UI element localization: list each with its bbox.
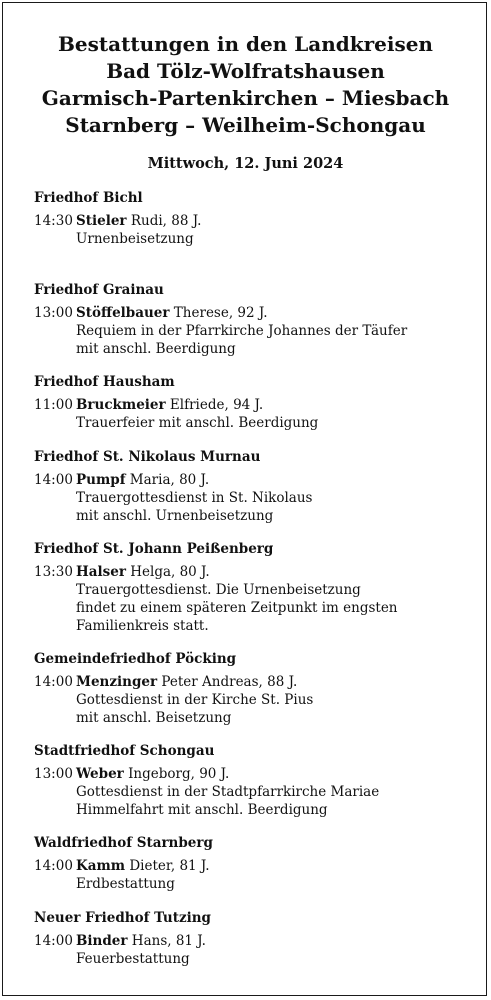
ceremony-note: Trauergottesdienst in St. Nikolaus bbox=[76, 490, 313, 506]
cemetery-section bbox=[34, 539, 474, 649]
burial-list bbox=[34, 188, 474, 983]
title-line: Bestattungen in den Landkreisen bbox=[58, 32, 433, 56]
ceremony-note: Requiem in der Pfarrkirche Johannes der Täufer bbox=[76, 323, 408, 339]
cemetery-name: Neuer Friedhof Tutzing bbox=[34, 910, 211, 926]
burial-entry bbox=[34, 471, 474, 525]
deceased-firstname-age: Rudi, 88 J. bbox=[130, 213, 202, 229]
burial-entry bbox=[34, 304, 474, 358]
ceremony-note: Urnenbeisetzung bbox=[76, 231, 194, 247]
burial-time: 13:30 bbox=[34, 564, 73, 580]
burial-details bbox=[76, 765, 474, 819]
burial-entry bbox=[34, 857, 474, 893]
ceremony-note: Gottesdienst in der Kirche St. Pius bbox=[76, 692, 314, 708]
deceased-firstname-age: Elfriede, 94 J. bbox=[169, 397, 264, 413]
burial-time: 14:00 bbox=[34, 858, 73, 874]
deceased-surname: Halser bbox=[76, 564, 126, 580]
ceremony-note: Feuerbestattung bbox=[76, 951, 190, 967]
burial-entry bbox=[34, 932, 474, 968]
deceased-firstname-age: Hans, 81 J. bbox=[131, 933, 206, 949]
burial-entry bbox=[34, 212, 474, 248]
cemetery-section bbox=[34, 447, 474, 539]
cemetery-section bbox=[34, 372, 474, 447]
deceased-firstname-age: Therese, 92 J. bbox=[173, 305, 268, 321]
burial-details bbox=[76, 673, 474, 727]
ceremony-note: Trauerfeier mit anschl. Beerdigung bbox=[76, 415, 319, 431]
cemetery-section bbox=[34, 280, 474, 372]
ceremony-note: Trauergottesdienst. Die Urnenbeisetzung bbox=[76, 582, 361, 598]
deceased-name bbox=[76, 212, 474, 230]
page-title bbox=[0, 31, 491, 139]
deceased-name bbox=[76, 932, 474, 950]
deceased-name bbox=[76, 673, 474, 691]
cemetery-name: Gemeindefriedhof Pöcking bbox=[34, 651, 237, 667]
burial-time: 13:00 bbox=[34, 766, 73, 782]
title-line: Garmisch-Partenkirchen – Miesbach bbox=[41, 86, 450, 110]
deceased-firstname-age: Peter Andreas, 88 J. bbox=[161, 674, 298, 690]
deceased-surname: Stieler bbox=[76, 213, 127, 229]
burial-details bbox=[76, 563, 474, 635]
cemetery-name: Friedhof Grainau bbox=[34, 282, 164, 298]
cemetery-section bbox=[34, 741, 474, 833]
burial-details bbox=[76, 471, 474, 525]
cemetery-name: Friedhof St. Johann Peißenberg bbox=[34, 541, 274, 557]
burial-entry bbox=[34, 396, 474, 432]
cemetery-name: Friedhof Bichl bbox=[34, 190, 143, 206]
cemetery-section bbox=[34, 833, 474, 908]
cemetery-name: Stadtfriedhof Schongau bbox=[34, 743, 215, 759]
burial-time: 11:00 bbox=[34, 397, 73, 413]
deceased-name bbox=[76, 471, 474, 489]
burial-time: 13:00 bbox=[34, 305, 73, 321]
burial-details bbox=[76, 857, 474, 893]
title-line: Starnberg – Weilheim-Schongau bbox=[65, 113, 426, 137]
ceremony-note: Familienkreis statt. bbox=[76, 618, 209, 634]
deceased-firstname-age: Dieter, 81 J. bbox=[129, 858, 210, 874]
cemetery-section bbox=[34, 188, 474, 280]
ceremony-note: mit anschl. Urnenbeisetzung bbox=[76, 508, 274, 524]
deceased-name bbox=[76, 304, 474, 322]
deceased-name bbox=[76, 396, 474, 414]
ceremony-note: Himmelfahrt mit anschl. Beerdigung bbox=[76, 802, 328, 818]
deceased-name bbox=[76, 765, 474, 783]
ceremony-note: findet zu einem späteren Zeitpunkt im engsten bbox=[76, 600, 398, 616]
ceremony-note: Gottesdienst in der Stadtpfarrkirche Mariae bbox=[76, 784, 380, 800]
burial-time: 14:30 bbox=[34, 213, 73, 229]
burial-time: 14:00 bbox=[34, 674, 73, 690]
deceased-surname: Kamm bbox=[76, 858, 126, 874]
deceased-name bbox=[76, 857, 474, 875]
cemetery-section bbox=[34, 649, 474, 741]
deceased-surname: Menzinger bbox=[76, 674, 158, 690]
deceased-surname: Weber bbox=[76, 766, 124, 782]
ceremony-note: mit anschl. Beisetzung bbox=[76, 710, 232, 726]
cemetery-name: Waldfriedhof Starnberg bbox=[34, 835, 213, 851]
ceremony-note: Erdbestattung bbox=[76, 876, 175, 892]
burial-entry bbox=[34, 765, 474, 819]
title-line: Bad Tölz-Wolfratshausen bbox=[106, 59, 385, 83]
deceased-surname: Stöffelbauer bbox=[76, 305, 170, 321]
cemetery-name: Friedhof St. Nikolaus Murnau bbox=[34, 449, 261, 465]
publication-date: Mittwoch, 12. Juni 2024 bbox=[147, 155, 344, 172]
deceased-firstname-age: Helga, 80 J. bbox=[130, 564, 210, 580]
burial-details bbox=[76, 212, 474, 248]
cemetery-section bbox=[34, 908, 474, 983]
burial-entry bbox=[34, 563, 474, 635]
ceremony-note: mit anschl. Beerdigung bbox=[76, 341, 236, 357]
deceased-firstname-age: Ingeborg, 90 J. bbox=[128, 766, 230, 782]
cemetery-name: Friedhof Hausham bbox=[34, 374, 175, 390]
burial-time: 14:00 bbox=[34, 472, 73, 488]
burial-entry bbox=[34, 673, 474, 727]
deceased-surname: Binder bbox=[76, 933, 128, 949]
burial-time: 14:00 bbox=[34, 933, 73, 949]
deceased-surname: Bruckmeier bbox=[76, 397, 166, 413]
burial-details bbox=[76, 396, 474, 432]
deceased-surname: Pumpf bbox=[76, 472, 126, 488]
burial-details bbox=[76, 304, 474, 358]
burial-details bbox=[76, 932, 474, 968]
deceased-firstname-age: Maria, 80 J. bbox=[129, 472, 210, 488]
deceased-name bbox=[76, 563, 474, 581]
